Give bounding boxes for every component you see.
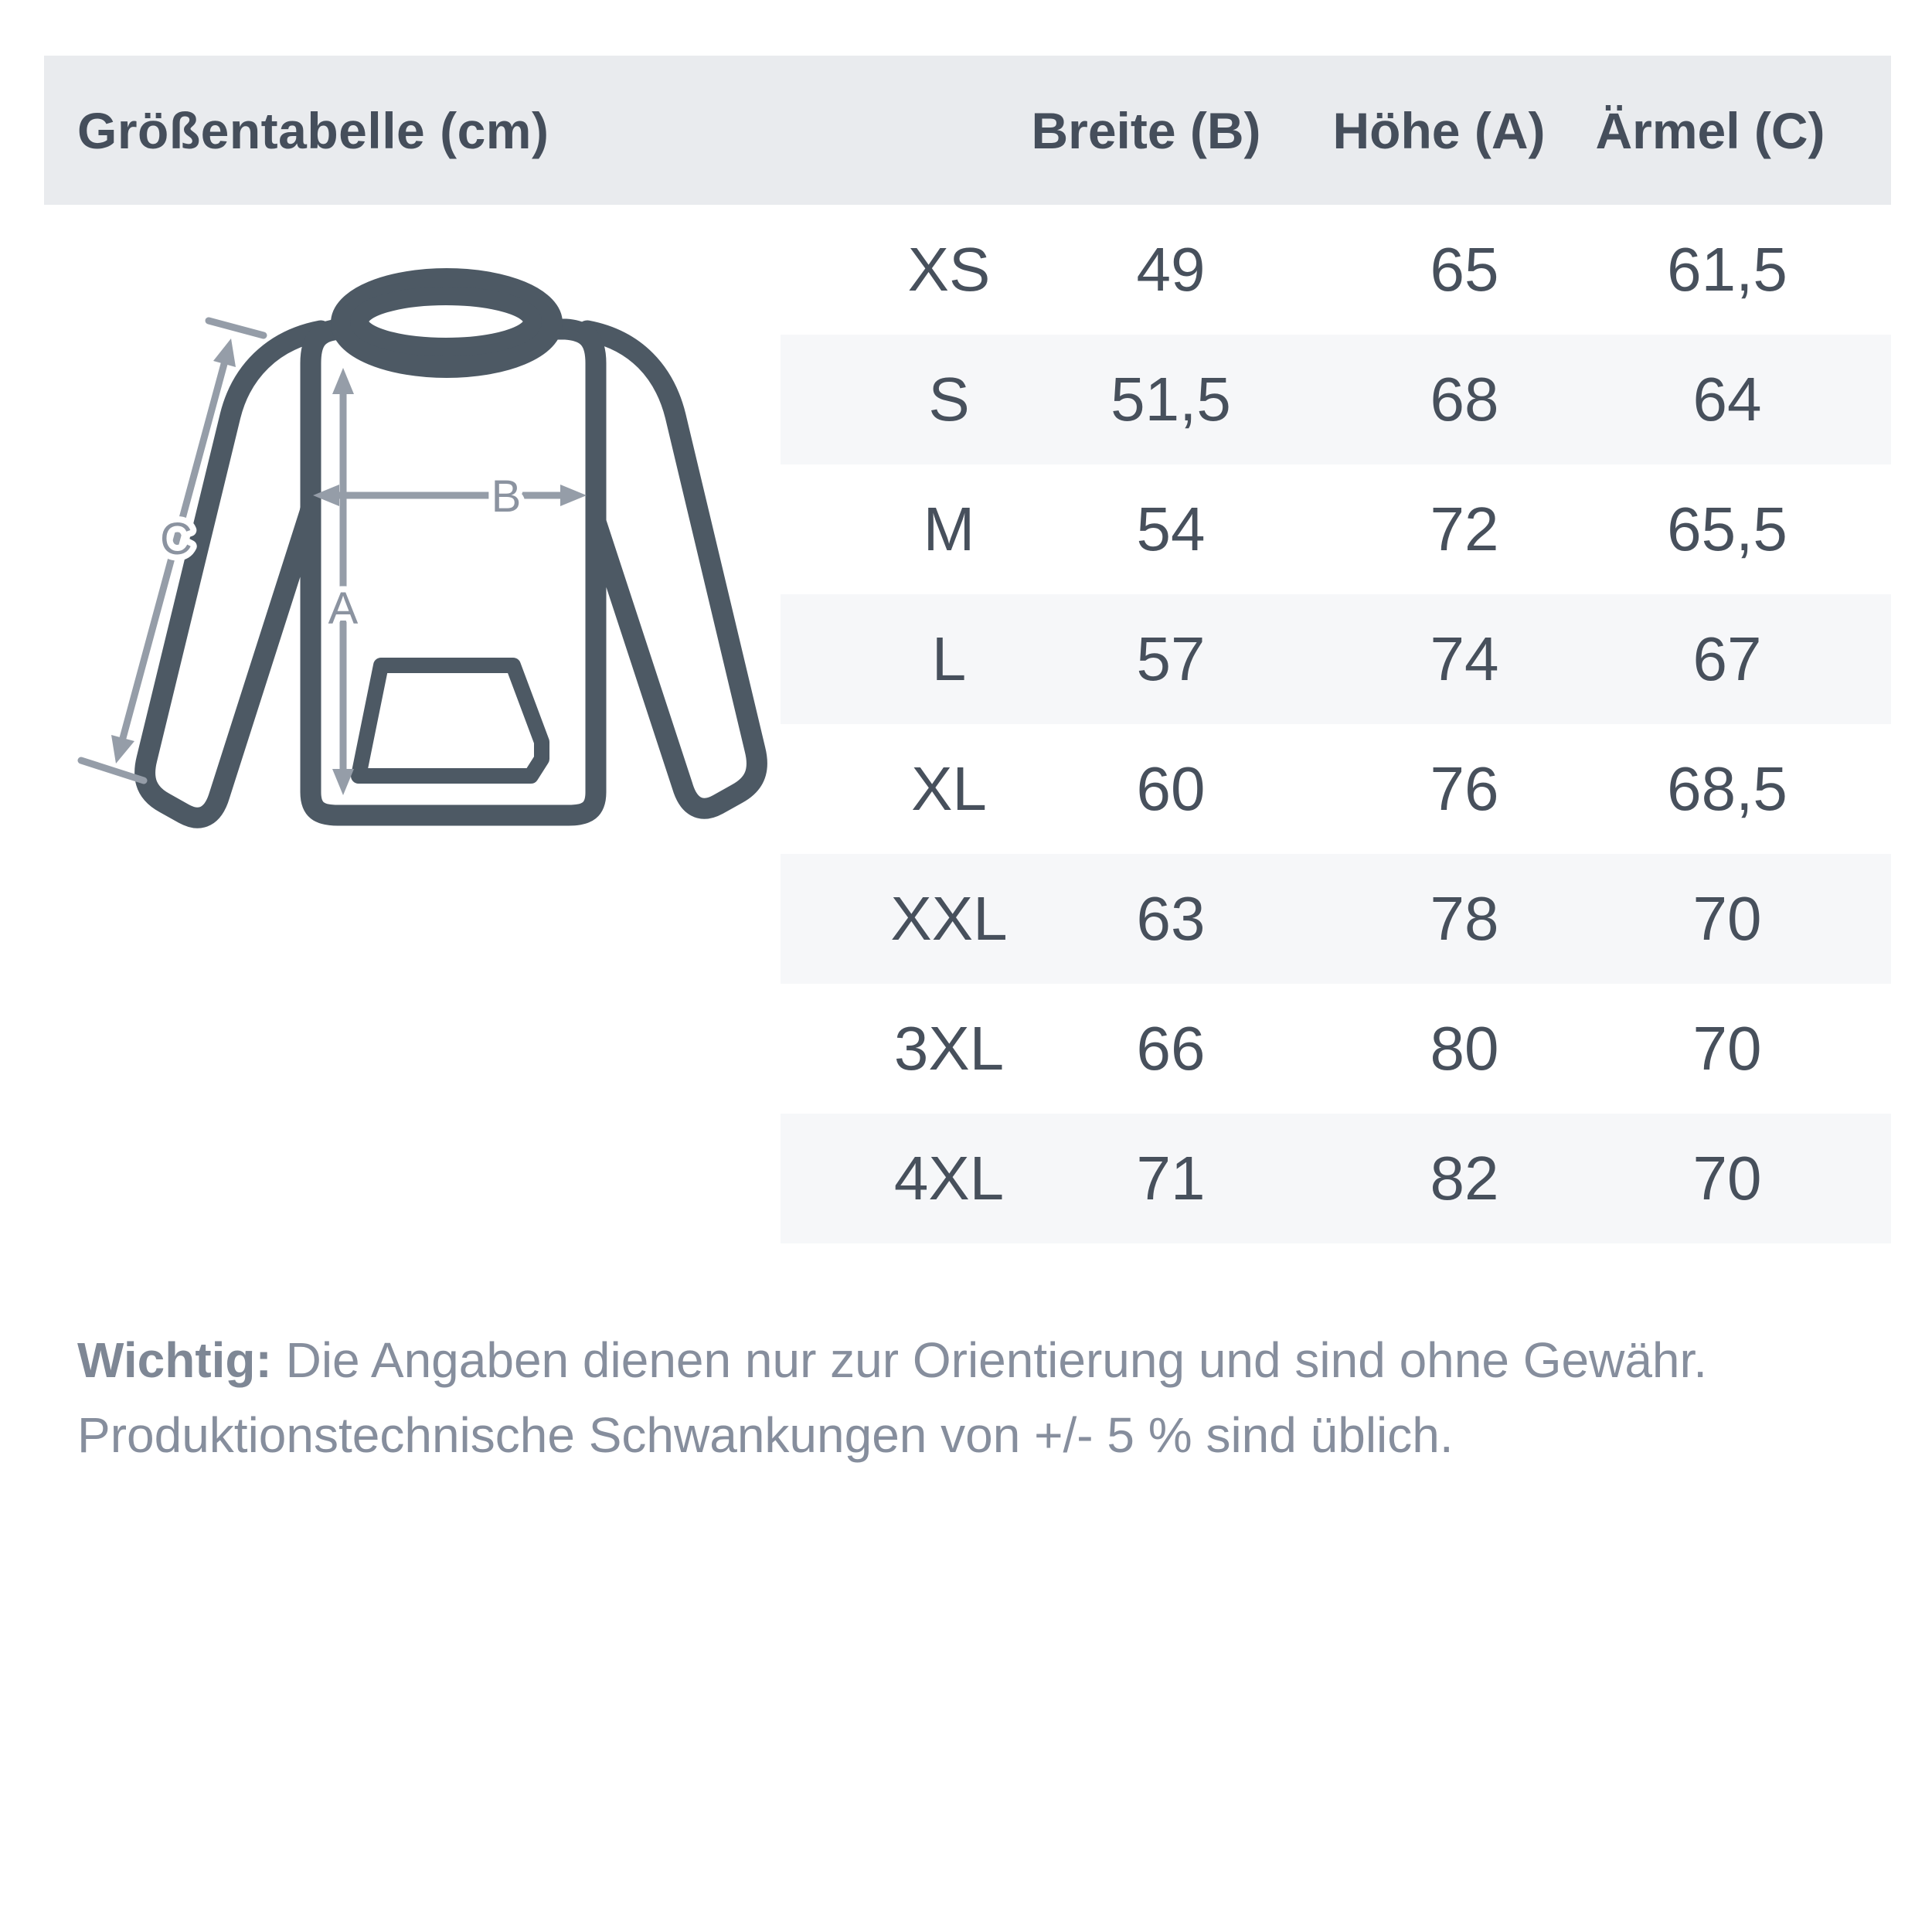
aermel-value: 64 bbox=[1692, 365, 1762, 434]
hoehe-value: 72 bbox=[1430, 495, 1499, 563]
column-header-aermel: Ärmel (C) bbox=[1595, 101, 1825, 159]
column-header-breite: Breite (B) bbox=[1031, 101, 1261, 159]
disclaimer-note bbox=[77, 1323, 1878, 1473]
dimension-c-tick-bottom bbox=[81, 760, 144, 781]
hoodie-left-sleeve bbox=[145, 331, 321, 818]
dimension-b-label: B bbox=[491, 471, 522, 522]
size-label: 4XL bbox=[893, 1144, 1005, 1213]
dimension-a-label: A bbox=[328, 583, 359, 634]
row-xxl bbox=[781, 854, 1891, 984]
hoehe-value: 82 bbox=[1430, 1144, 1499, 1213]
dimension-c-arrowhead-top bbox=[213, 338, 236, 367]
dimension-c-arrowhead-bottom bbox=[111, 735, 134, 764]
breite-value: 49 bbox=[1136, 235, 1206, 304]
breite-value: 51,5 bbox=[1111, 365, 1231, 434]
row-xl bbox=[781, 724, 1891, 854]
aermel-value: 70 bbox=[1692, 1014, 1762, 1083]
hoehe-value: 76 bbox=[1430, 754, 1499, 823]
aermel-value: 61,5 bbox=[1667, 235, 1787, 304]
row-m bbox=[781, 464, 1891, 594]
page-title: Größentabelle (cm) bbox=[77, 101, 549, 159]
size-label: S bbox=[928, 365, 970, 434]
hoehe-value: 74 bbox=[1430, 624, 1499, 693]
row-4xl bbox=[781, 1114, 1891, 1243]
hoehe-value: 65 bbox=[1430, 235, 1499, 304]
size-label: 3XL bbox=[893, 1014, 1005, 1083]
breite-value: 54 bbox=[1136, 495, 1206, 563]
size-label: M bbox=[923, 495, 975, 563]
aermel-value: 68,5 bbox=[1667, 754, 1787, 823]
breite-value: 71 bbox=[1136, 1144, 1206, 1213]
dimension-c-label: C bbox=[160, 514, 192, 564]
breite-value: 57 bbox=[1136, 624, 1206, 693]
aermel-value: 70 bbox=[1692, 884, 1762, 953]
aermel-value: 70 bbox=[1692, 1144, 1762, 1213]
size-label: L bbox=[931, 624, 967, 693]
aermel-value: 67 bbox=[1692, 624, 1762, 693]
breite-value: 60 bbox=[1136, 754, 1206, 823]
aermel-value: 65,5 bbox=[1667, 495, 1787, 563]
hoehe-value: 68 bbox=[1430, 365, 1499, 434]
hoehe-value: 80 bbox=[1430, 1014, 1499, 1083]
row-3xl bbox=[781, 984, 1891, 1114]
hoodie-measurement-diagram bbox=[46, 216, 788, 896]
row-s bbox=[781, 335, 1891, 464]
row-l bbox=[781, 594, 1891, 724]
size-label: XXL bbox=[890, 884, 1008, 953]
row-xs bbox=[781, 205, 1891, 335]
disclaimer-line-1: Die Angaben dienen nur zur Orientierung und sind ohne Gewähr. bbox=[285, 1332, 1708, 1388]
hood-inner-ring bbox=[359, 296, 532, 347]
table-header-band bbox=[44, 56, 1891, 205]
disclaimer-label: Wichtig: bbox=[77, 1332, 272, 1388]
breite-value: 66 bbox=[1136, 1014, 1206, 1083]
hoodie-right-sleeve bbox=[586, 331, 757, 808]
hoodie-pocket bbox=[359, 665, 542, 776]
column-header-hoehe: Höhe (A) bbox=[1332, 101, 1546, 159]
size-label: XL bbox=[911, 754, 987, 823]
disclaimer-line-2: Produktionstechnische Schwankungen von +/- 5 % sind üblich. bbox=[77, 1407, 1454, 1463]
size-label: XS bbox=[907, 235, 991, 304]
breite-value: 63 bbox=[1136, 884, 1206, 953]
size-table bbox=[781, 205, 1891, 1243]
hoehe-value: 78 bbox=[1430, 884, 1499, 953]
dimension-c-tick-top bbox=[209, 321, 264, 335]
